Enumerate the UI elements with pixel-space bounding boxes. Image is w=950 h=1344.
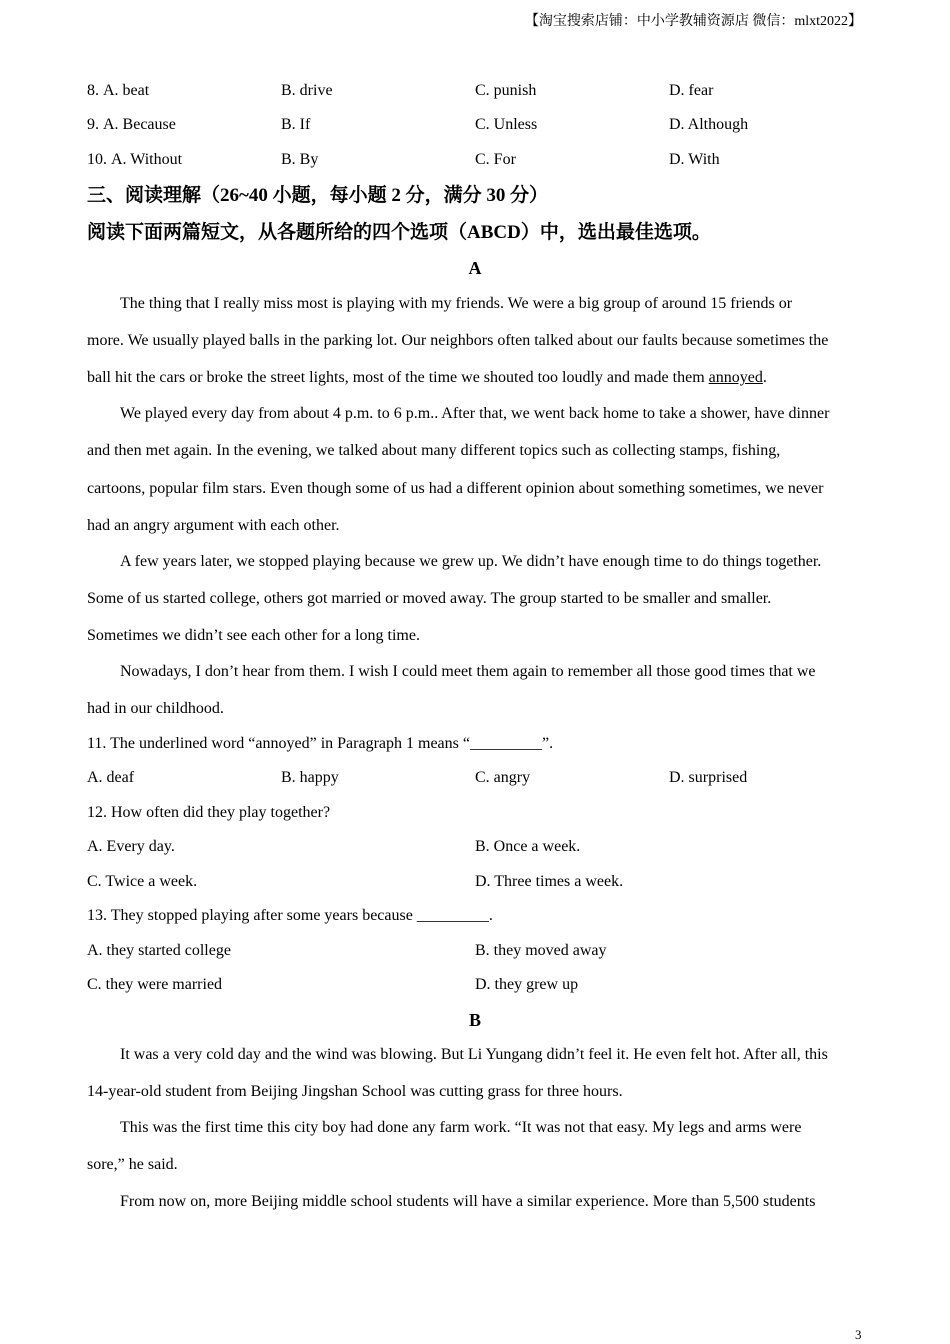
option-b: B. drive	[281, 81, 333, 99]
text-line: had in our childhood.	[87, 700, 224, 718]
option-d: D. With	[669, 150, 720, 168]
question-number: 10.	[87, 150, 107, 168]
question-12-options-row-1	[87, 830, 863, 865]
question-12-stem: 12. How often did they play together?	[87, 803, 331, 821]
option-d: D. Three times a week.	[475, 872, 624, 890]
passage-b-paragraph-3	[87, 1183, 863, 1220]
page-number: 3	[855, 1327, 862, 1342]
question-number: 9.	[87, 116, 99, 134]
question-13-options-row-1	[87, 934, 863, 969]
text-line: sore,” he said.	[87, 1156, 178, 1174]
option-b: B. they moved away	[475, 941, 607, 959]
question-number: 8.	[87, 81, 99, 99]
question-13-options-row-2	[87, 968, 863, 1003]
text-line: The thing that I really miss most is playing with my friends. We were a big group of around 15 friends or	[120, 294, 793, 312]
text-segment: .	[762, 369, 767, 387]
underlined-word: annoyed	[708, 369, 763, 387]
option-b: B. Once a week.	[475, 838, 581, 856]
question-11-stem: 11. The underlined word “annoyed” in Paragraph 1 means “_________”.	[87, 734, 554, 752]
text-line: We played every day from about 4 p.m. to 6 p.m.. After that, we went back home to take a shower, have dinner	[120, 405, 830, 423]
option-text: A. Without	[111, 150, 183, 168]
question-12-options-row-2	[87, 865, 863, 900]
option-a	[87, 143, 281, 178]
option-a	[87, 108, 281, 143]
header-note: 【淘宝搜索店铺：中小学教辅资源店 微信：mlxt2022】	[524, 14, 862, 29]
option-c: C. Unless	[475, 116, 538, 134]
section-title: 三、阅读理解（26~40 小题，每小题 2 分，满分 30 分）	[87, 185, 549, 207]
passage-a-label: A	[468, 258, 482, 279]
text-line: Sometimes we didn’t see each other for a long time.	[87, 627, 420, 645]
text-segment: ball hit the cars or broke the street lights, most of the time we shouted too loudly and made them	[87, 369, 709, 387]
passage-a-paragraph-1	[87, 285, 863, 397]
option-a: A. Every day.	[87, 838, 175, 856]
passage-a-paragraph-2	[87, 395, 863, 544]
option-d: D. fear	[669, 81, 714, 99]
text-line	[87, 359, 863, 396]
passage-b-paragraph-2	[87, 1109, 863, 1183]
text-line: had an angry argument with each other.	[87, 516, 340, 534]
text-line: This was the first time this city boy had done any farm work. “It was not that easy. My legs and arms were	[120, 1119, 802, 1137]
option-d: D. Although	[669, 116, 749, 134]
text-line: Nowadays, I don’t hear from them. I wish I could meet them again to remember all those good times that we	[120, 663, 816, 681]
section-instruction: 阅读下面两篇短文，从各题所给的四个选项（ABCD）中，选出最佳选项。	[87, 222, 711, 244]
question-11-options	[87, 761, 863, 796]
text-line: Some of us started college, others got married or moved away. The group started to be smaller and smaller.	[87, 589, 772, 607]
option-c: C. Twice a week.	[87, 872, 198, 890]
text-line: A few years later, we stopped playing because we grew up. We didn’t have enough time to do things together.	[120, 552, 822, 570]
text-line: more. We usually played balls in the parking lot. Our neighbors often talked about our faults because sometimes the	[87, 331, 829, 349]
option-d: D. they grew up	[475, 976, 579, 994]
option-d: D. surprised	[669, 769, 748, 787]
text-line: From now on, more Beijing middle school students will have a similar experience. More than 5,500 students	[120, 1192, 816, 1210]
cloze-question-10	[87, 143, 863, 178]
option-a: A. they started college	[87, 941, 231, 959]
text-line: It was a very cold day and the wind was blowing. But Li Yungang didn’t feel it. He even felt hot. After all, this	[120, 1045, 828, 1063]
option-b: B. By	[281, 150, 319, 168]
passage-b-paragraph-1	[87, 1036, 863, 1110]
question-13-stem: 13. They stopped playing after some years because _________.	[87, 907, 493, 925]
option-text: A. Because	[103, 116, 176, 134]
text-line: and then met again. In the evening, we talked about many different topics such as collecting stamps, fishing,	[87, 442, 781, 460]
option-b: B. happy	[281, 769, 339, 787]
cloze-question-9	[87, 108, 863, 143]
option-text: A. beat	[103, 81, 150, 99]
cloze-question-8	[87, 74, 863, 109]
page-content	[87, 74, 863, 1219]
text-line: cartoons, popular film stars. Even though some of us had a different opinion about something sometimes, we never	[87, 479, 824, 497]
option-a	[87, 74, 281, 109]
option-c: C. For	[475, 150, 516, 168]
passage-a-paragraph-4	[87, 653, 863, 727]
option-a: A. deaf	[87, 769, 135, 787]
option-c: C. angry	[475, 769, 531, 787]
option-b: B. If	[281, 116, 311, 134]
text-line: 14-year-old student from Beijing Jingshan School was cutting grass for three hours.	[87, 1083, 623, 1101]
option-c: C. punish	[475, 81, 537, 99]
option-c: C. they were married	[87, 976, 223, 994]
passage-a-paragraph-3	[87, 543, 863, 655]
passage-b-label: B	[468, 1009, 481, 1030]
